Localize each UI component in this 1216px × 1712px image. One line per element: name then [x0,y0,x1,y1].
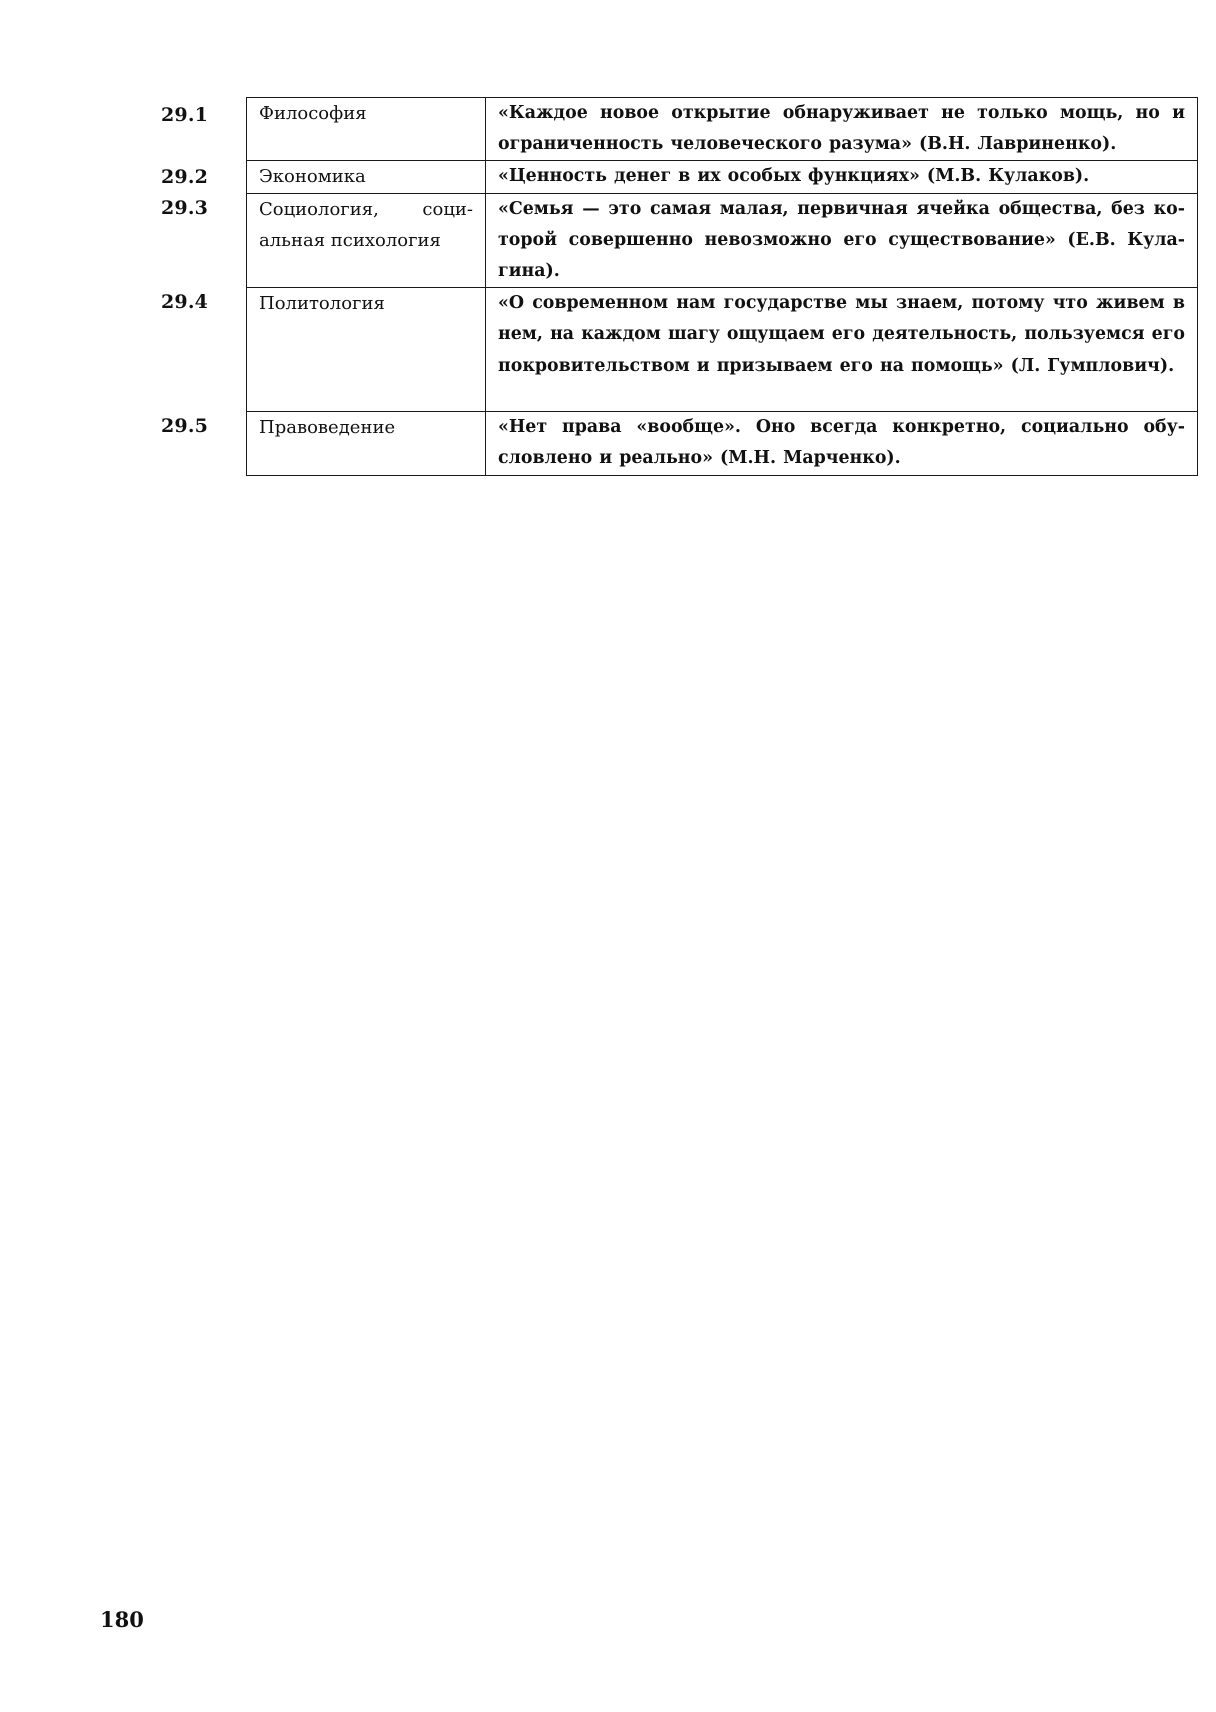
subject-cell [247,193,486,288]
quote-cell: «Нет права «вообще». Оно всегда конкретно, социально обусловлено и реально» (М.Н. Марченко). [486,412,1198,475]
quote-cell: «Каждое новое открытие обнаруживает не только мощь, но и ограниченность человеческого разума» (В.Н. Лавриненко). [486,98,1198,161]
table-row [247,98,1198,161]
row-number: 29.5 [161,415,209,437]
page-number: 180 [100,1607,144,1632]
subject-cell: Правоведение [247,412,486,475]
subject-line: Социология, соци- [259,198,473,220]
table-row [247,288,1198,412]
row-number: 29.1 [161,104,209,126]
quote-cell: «О современном нам государстве мы знаем, потому что живем в нем, на каждом шагу ощущаем его деятельность, пользуемся его покровительством и призываем его на помощь» (Л. Гумплович). [486,288,1198,412]
table-row [247,412,1198,475]
table-row [247,193,1198,288]
row-number: 29.2 [161,166,209,188]
row-number: 29.3 [161,197,209,219]
subject-cell: Философия [247,98,486,161]
subject-cell: Экономика [247,161,486,193]
quote-cell: «Семья — это самая малая, первичная ячейка общества, без которой совершенно невозможно его существование» (Е.В. Кулагина). [486,193,1198,288]
row-number: 29.4 [161,291,209,313]
disciplines-quotes-table [246,97,1198,476]
table-row [247,161,1198,193]
quote-cell: «Ценность денег в их особых функциях» (М.В. Кулаков). [486,161,1198,193]
subject-line: альная психология [259,229,441,251]
subject-cell: Политология [247,288,486,412]
